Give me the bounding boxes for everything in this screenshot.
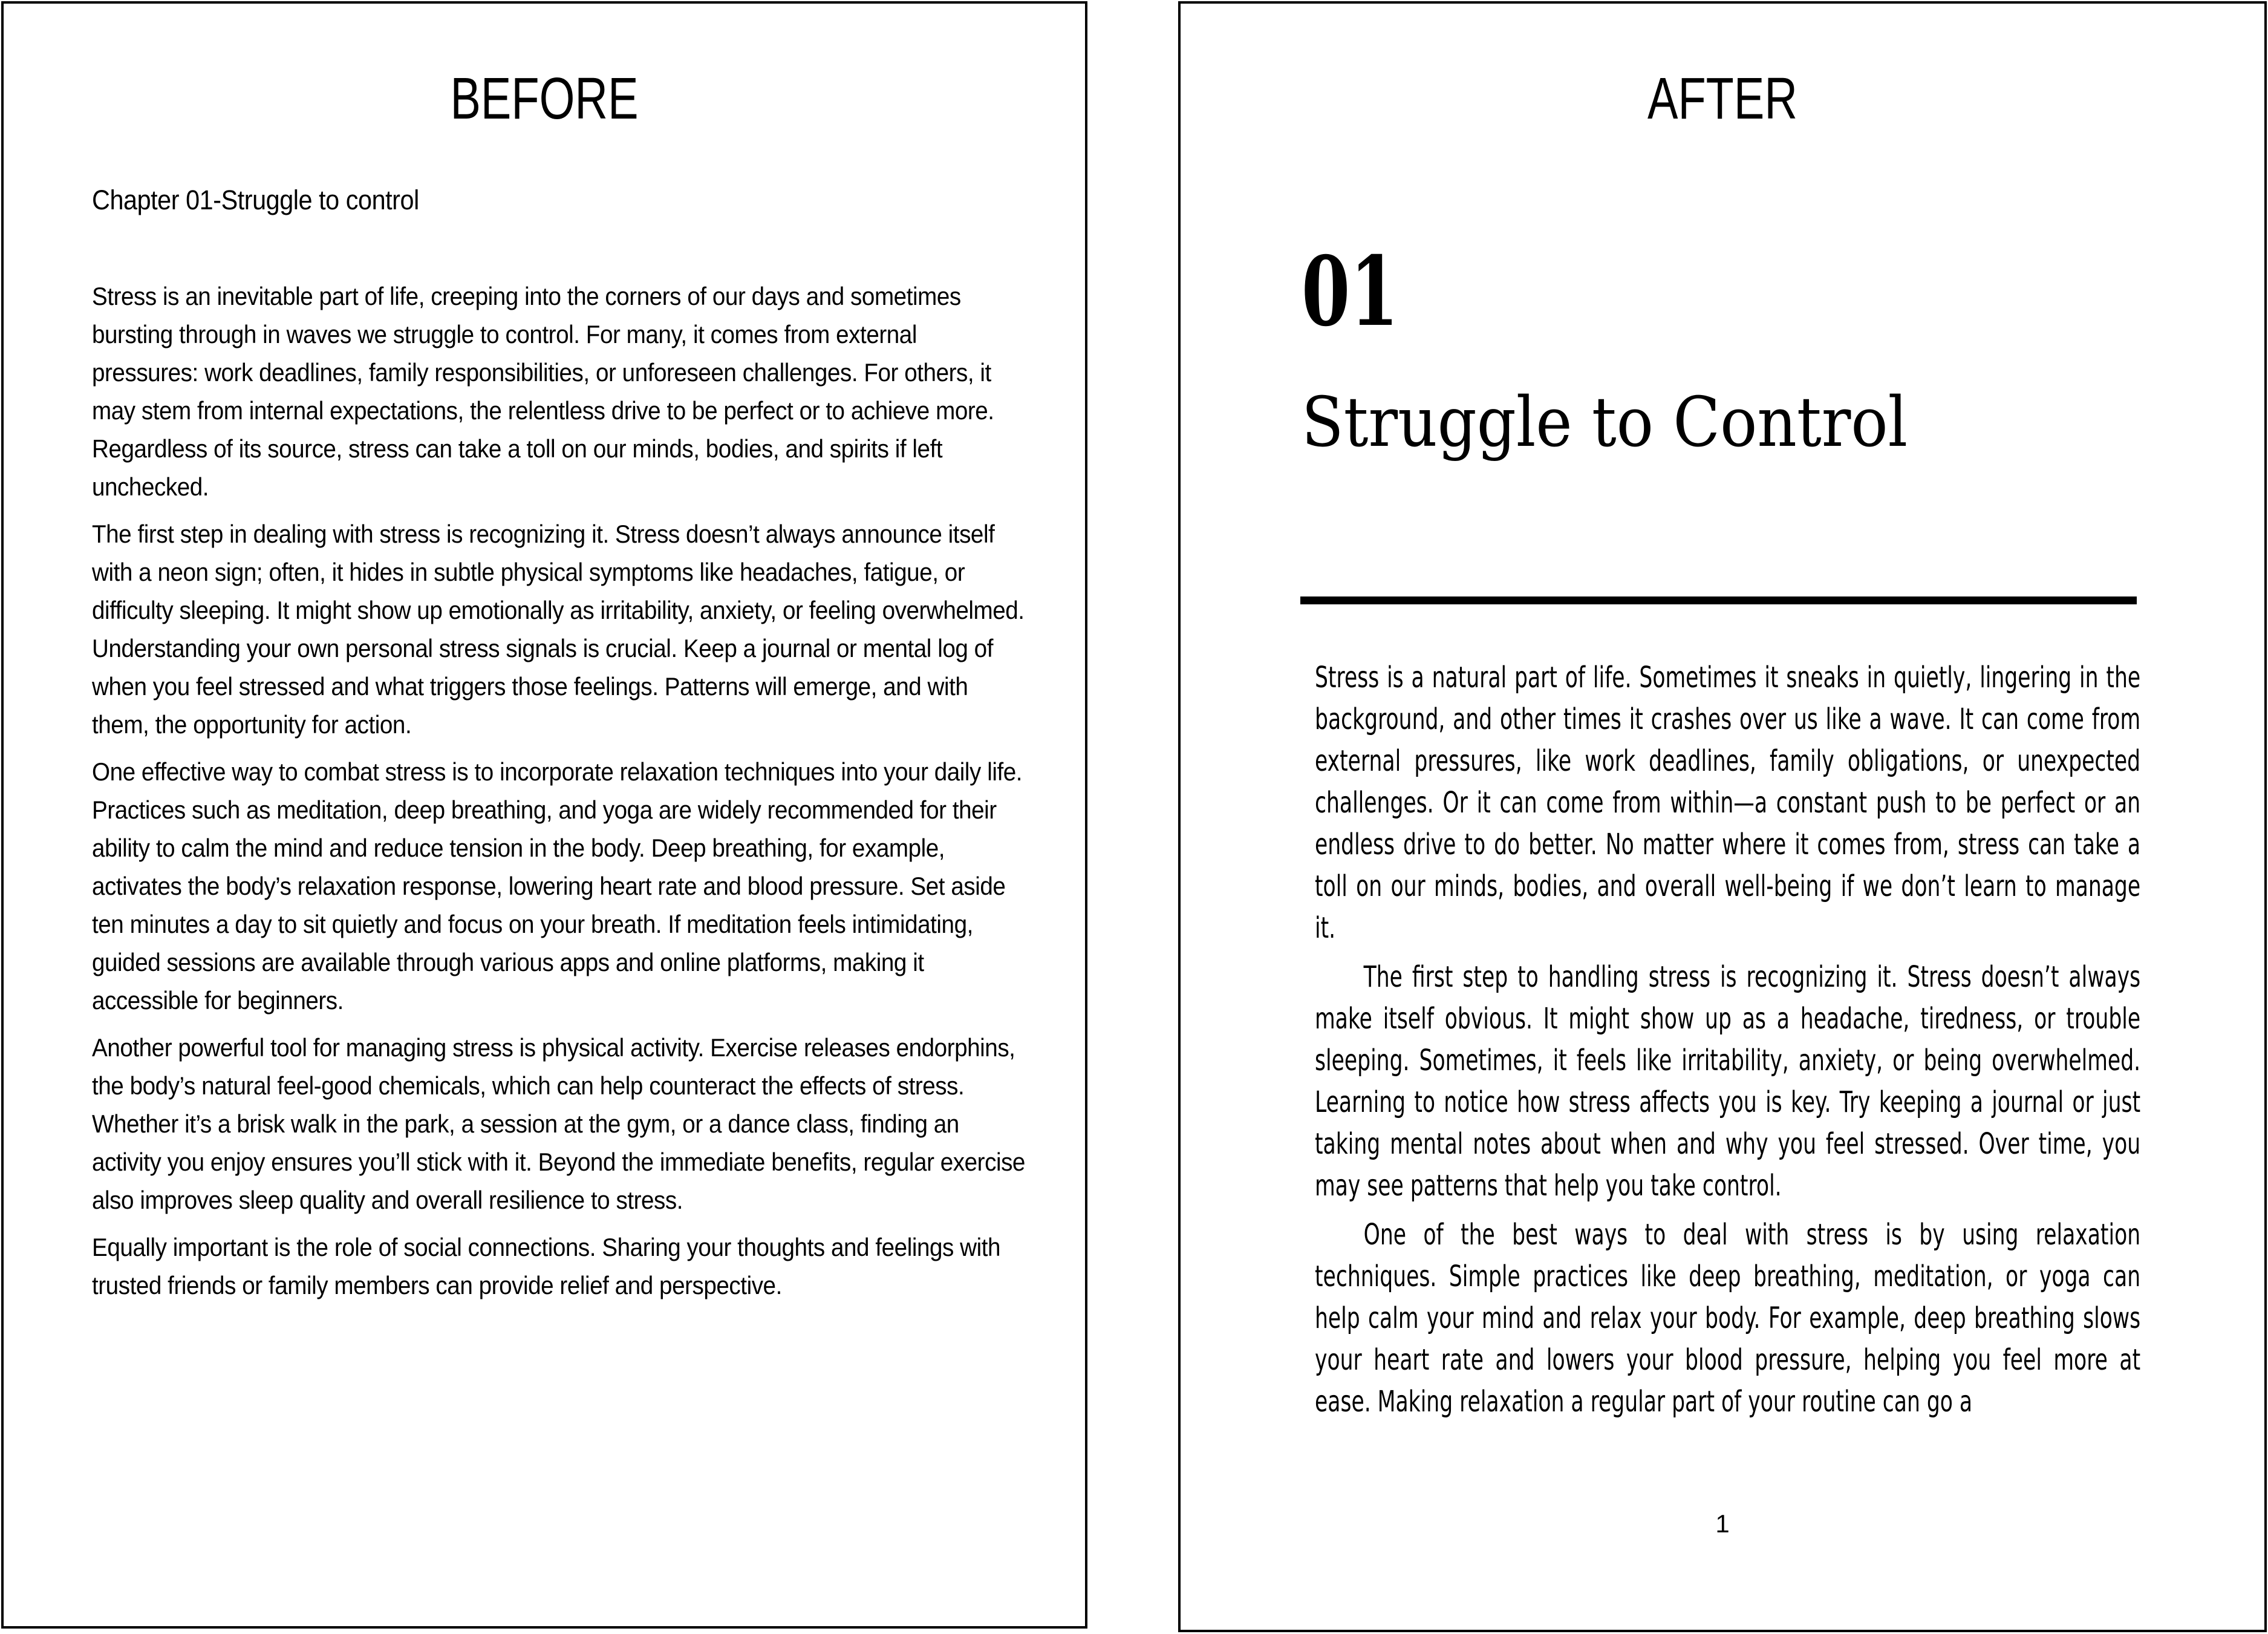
after-body-text: [1315, 657, 2140, 1430]
body-paragraph: Stress is an inevitable part of life, creeping into the corners of our days and sometimes bursting through in waves we struggle to control. For many, it comes from external pressures: work deadlines, family responsibilities, or unforeseen challenges. For others, it may stem from internal expectations, the relentless drive to be perfect or to achieve more. Regardless of its source, stress can take a toll on our minds, bodies, and spirits if left unchecked.: [92, 282, 994, 501]
body-paragraph: Another powerful tool for managing stress is physical activity. Exercise releases endorphins, the body’s natural feel-good chemicals, which can help counteract the effects of stress. Whether it’s a brisk walk in the park, a session at the gym, or a dance class, finding an activity you enjoy ensures you’ll stick with it. Beyond the immediate benefits, regular exercise also improves sleep quality and overall resilience to stress.: [92, 1033, 1025, 1214]
body-paragraph: Equally important is the role of social connections. Sharing your thoughts and feelings with trusted friends or family members can provide relief and perspective.: [92, 1233, 1001, 1299]
body-paragraph: One effective way to combat stress is to incorporate relaxation techniques into your daily life. Practices such as meditation, deep breathing, and yoga are widely recommended for their ability to calm the mind and reduce tension in the body. Deep breathing, for example, activates the body’s relaxation response, lowering heart rate and blood pressure. Set aside ten minutes a day to sit quietly and focus on your breath. If meditation feels intimidating, guided sessions are available through various apps and online platforms, making it accessible for beginners.: [92, 757, 1023, 1015]
body-paragraph: The first step to handling stress is recognizing it. Stress doesn’t always make itself obvious. It might show up as a headache, tiredness, or trouble sleeping. Sometimes, it feels like irritability, anxiety, or being overwhelmed. Learning to notice how stress affects you is key. Try keeping a journal or just taking mental notes about when and why you feel stressed. Over time, you may see patterns that help you take control.: [1315, 960, 2141, 1203]
page-number: 1: [1715, 1509, 1730, 1538]
before-panel-label: BEFORE: [450, 65, 639, 131]
body-paragraph: The first step in dealing with stress is recognizing it. Stress doesn’t always announce itself with a neon sign; often, it hides in subtle physical symptoms like headaches, fatigue, or difficulty sleeping. It might show up emotionally as irritability, anxiety, or feeling overwhelmed. Understanding your own personal stress signals is crucial. Keep a journal or mental log of when you feel stressed and what triggers those feelings. Patterns will emerge, and with them, the opportunity for action.: [92, 520, 1025, 739]
chapter-number: 01: [1302, 236, 1399, 348]
after-page: [1178, 1, 2267, 1632]
after-panel-label: AFTER: [1647, 65, 1797, 131]
chapter-title: Struggle to Control: [1302, 382, 1908, 462]
before-page: [1, 1, 1087, 1629]
body-paragraph: One of the best ways to deal with stress is by using relaxation techniques. Simple practices like deep breathing, meditation, or yoga can help calm your mind and relax your body. For example, deep breathing slows your heart rate and lowers your blood pressure, helping you feel more at ease. Making relaxation a regular part of your routine can go a: [1315, 1218, 2141, 1419]
title-divider-rule: [1300, 596, 2137, 604]
before-body-text: [92, 277, 1027, 1313]
chapter-heading-line: Chapter 01-Struggle to control: [92, 185, 419, 215]
body-paragraph: Stress is a natural part of life. Sometimes it sneaks in quietly, lingering in the background, and other times it crashes over us like a wave. It can come from external pressures, like work deadlines, family obligations, or unexpected challenges. Or it can come from within—a constant push to be perfect or an endless drive to do better. No matter where it comes from, stress can take a toll on our minds, bodies, and overall well-being if we don’t learn to manage it.: [1315, 661, 2141, 945]
